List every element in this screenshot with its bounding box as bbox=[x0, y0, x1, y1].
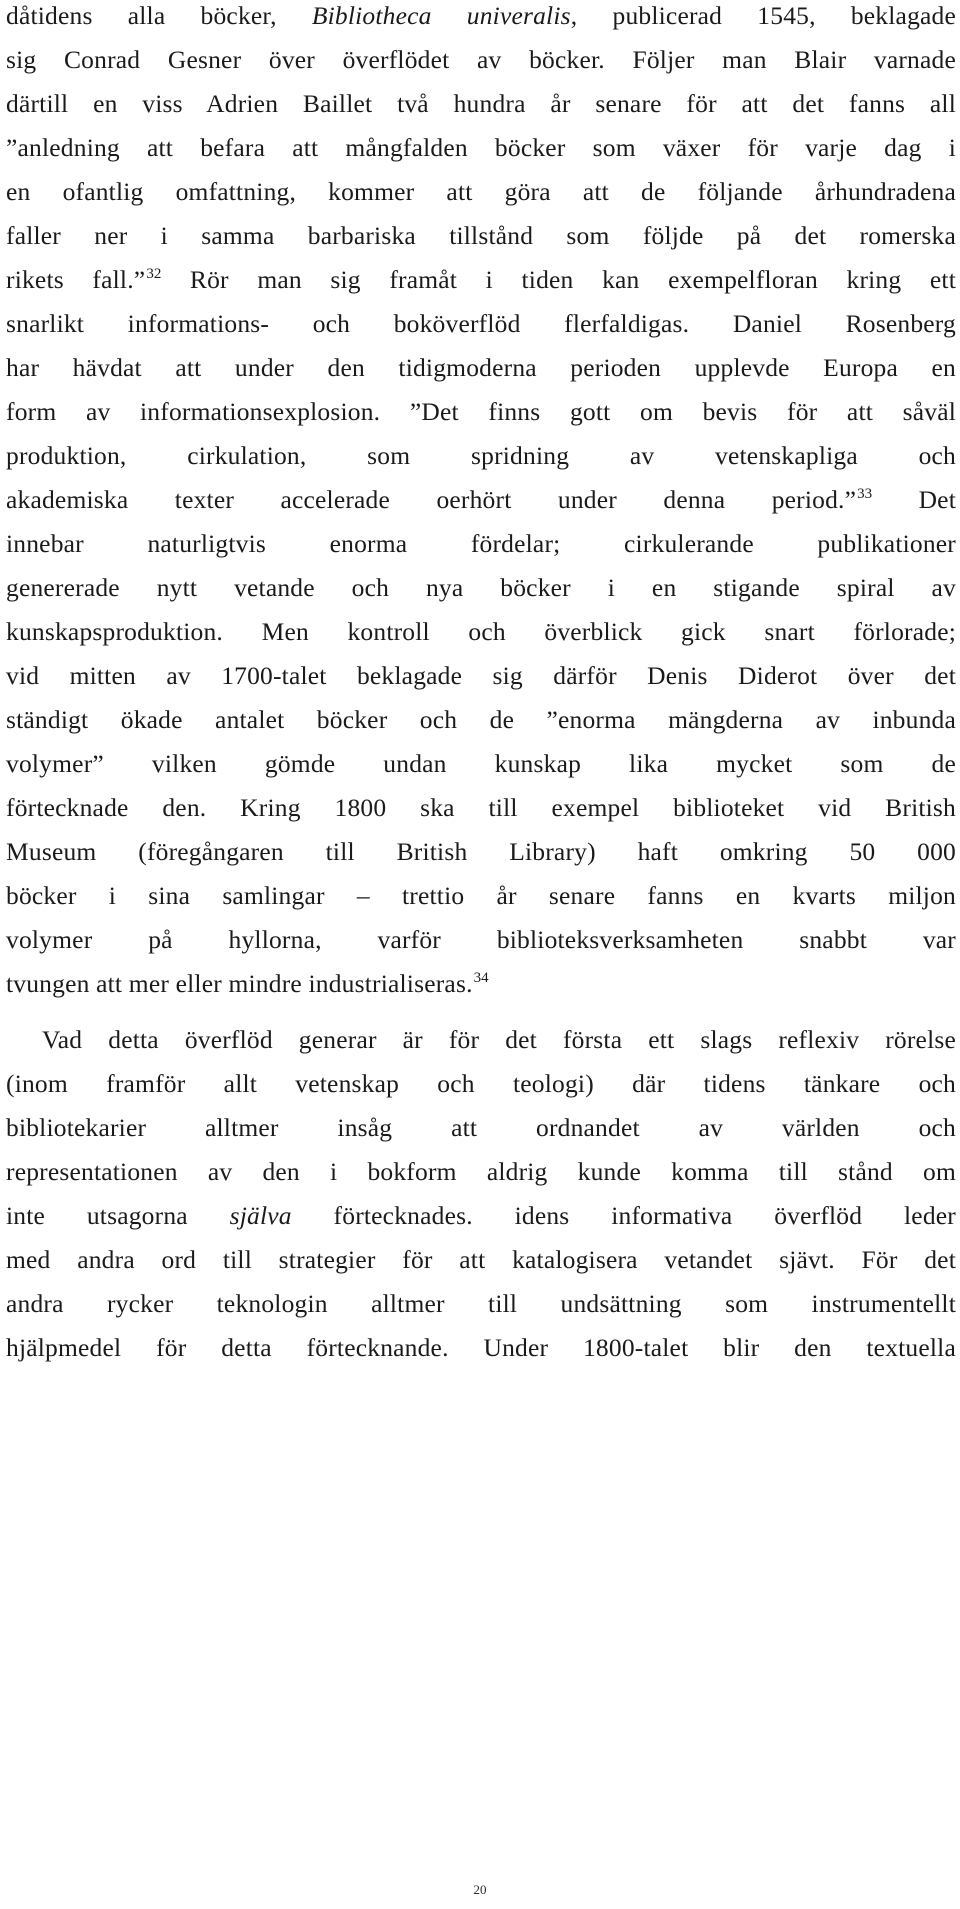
text-line: Museum (föregångaren till British Library) haft omkring 50 000 bbox=[6, 837, 956, 866]
text-span: , publicerad 1545, beklagade bbox=[570, 1, 957, 30]
text-line bbox=[6, 258, 956, 302]
text-line: andra rycker teknologin alltmer till undsättning som instrumentellt bbox=[6, 1289, 956, 1318]
text-line: med andra ord till strategier för att katalogisera vetandet sjävt. För det bbox=[6, 1245, 956, 1274]
text-line: därtill en viss Adrien Baillet två hundra år senare för att det fanns all bbox=[6, 89, 956, 118]
text-line: volymer på hyllorna, varför biblioteksverksamheten snabbt var bbox=[6, 925, 956, 954]
text-line: en ofantlig omfattning, kommer att göra att de följande århundradena bbox=[6, 177, 956, 206]
text-span: dåtidens alla böcker, bbox=[6, 1, 312, 30]
text-line: böcker i sina samlingar – trettio år senare fanns en kvarts miljon bbox=[6, 881, 956, 910]
text-line: förtecknade den. Kring 1800 ska till exempel biblioteket vid British bbox=[6, 793, 956, 822]
text-line: Vad detta överflöd generar är för det första ett slags reflexiv rörelse bbox=[42, 1025, 956, 1054]
text-line: (inom framför allt vetenskap och teologi) där tidens tänkare och bbox=[6, 1069, 956, 1098]
italic-title: Bibliotheca univeralis bbox=[311, 1, 571, 30]
text-line: produktion, cirkulation, som spridning av vetenskapliga och bbox=[6, 441, 956, 470]
paragraph-gap bbox=[6, 1006, 956, 1018]
text-span: Det bbox=[872, 485, 956, 514]
text-line: innebar naturligtvis enorma fördelar; cirkulerande publikationer bbox=[6, 529, 956, 558]
text-line bbox=[6, 478, 956, 522]
footnote-marker: 34 bbox=[473, 970, 489, 986]
footnote-marker: 33 bbox=[857, 486, 873, 502]
text-line: genererade nytt vetande och nya böcker i en stigande spiral av bbox=[6, 573, 956, 602]
text-line: faller ner i samma barbariska tillstånd som följde på det romerska bbox=[6, 221, 956, 250]
text-span: inte utsagorna bbox=[6, 1201, 230, 1230]
footnote-marker: 32 bbox=[146, 266, 162, 282]
text-line: representationen av den i bokform aldrig kunde komma till stånd om bbox=[6, 1157, 956, 1186]
text-line bbox=[6, 0, 956, 38]
text-line: bibliotekarier alltmer insåg att ordnandet av världen och bbox=[6, 1113, 956, 1142]
paragraph bbox=[6, 1018, 956, 1370]
text-line: vid mitten av 1700-talet beklagade sig därför Denis Diderot över det bbox=[6, 661, 956, 690]
text-span: rikets fall.” bbox=[6, 265, 146, 294]
paragraph bbox=[6, 0, 956, 1006]
text-span: förtecknades. idens informativa överflöd leder bbox=[291, 1201, 956, 1230]
text-line: sig Conrad Gesner över överflödet av böcker. Följer man Blair varnade bbox=[6, 45, 956, 74]
text-span: tvungen att mer eller mindre industrialiseras. bbox=[6, 969, 473, 998]
text-line: form av informationsexplosion. ”Det finns gott om bevis för att såväl bbox=[6, 397, 956, 426]
text-line bbox=[6, 1194, 956, 1238]
text-line: snarlikt informations- och boköverflöd flerfaldigas. Daniel Rosenberg bbox=[6, 309, 956, 338]
text-line: hjälpmedel för detta förtecknande. Under 1800-talet blir den textuella bbox=[6, 1333, 956, 1362]
page-number: 20 bbox=[473, 1882, 487, 1897]
text-span: Rör man sig framåt i tiden kan exempelfloran kring ett bbox=[161, 265, 956, 294]
text-line: kunskapsproduktion. Men kontroll och överblick gick snart förlorade; bbox=[6, 617, 956, 646]
text-span: akademiska texter accelerade oerhört under denna period.” bbox=[6, 485, 857, 514]
text-line: volymer” vilken gömde undan kunskap lika mycket som de bbox=[6, 749, 956, 778]
body-text bbox=[6, 0, 956, 1370]
text-line: ”anledning att befara att mångfalden böcker som växer för varje dag i bbox=[6, 133, 956, 162]
text-line: har hävdat att under den tidigmoderna perioden upplevde Europa en bbox=[6, 353, 956, 382]
text-line bbox=[6, 962, 956, 1006]
text-line: ständigt ökade antalet böcker och de ”enorma mängderna av inbunda bbox=[6, 705, 956, 734]
italic-word: själva bbox=[229, 1201, 292, 1230]
